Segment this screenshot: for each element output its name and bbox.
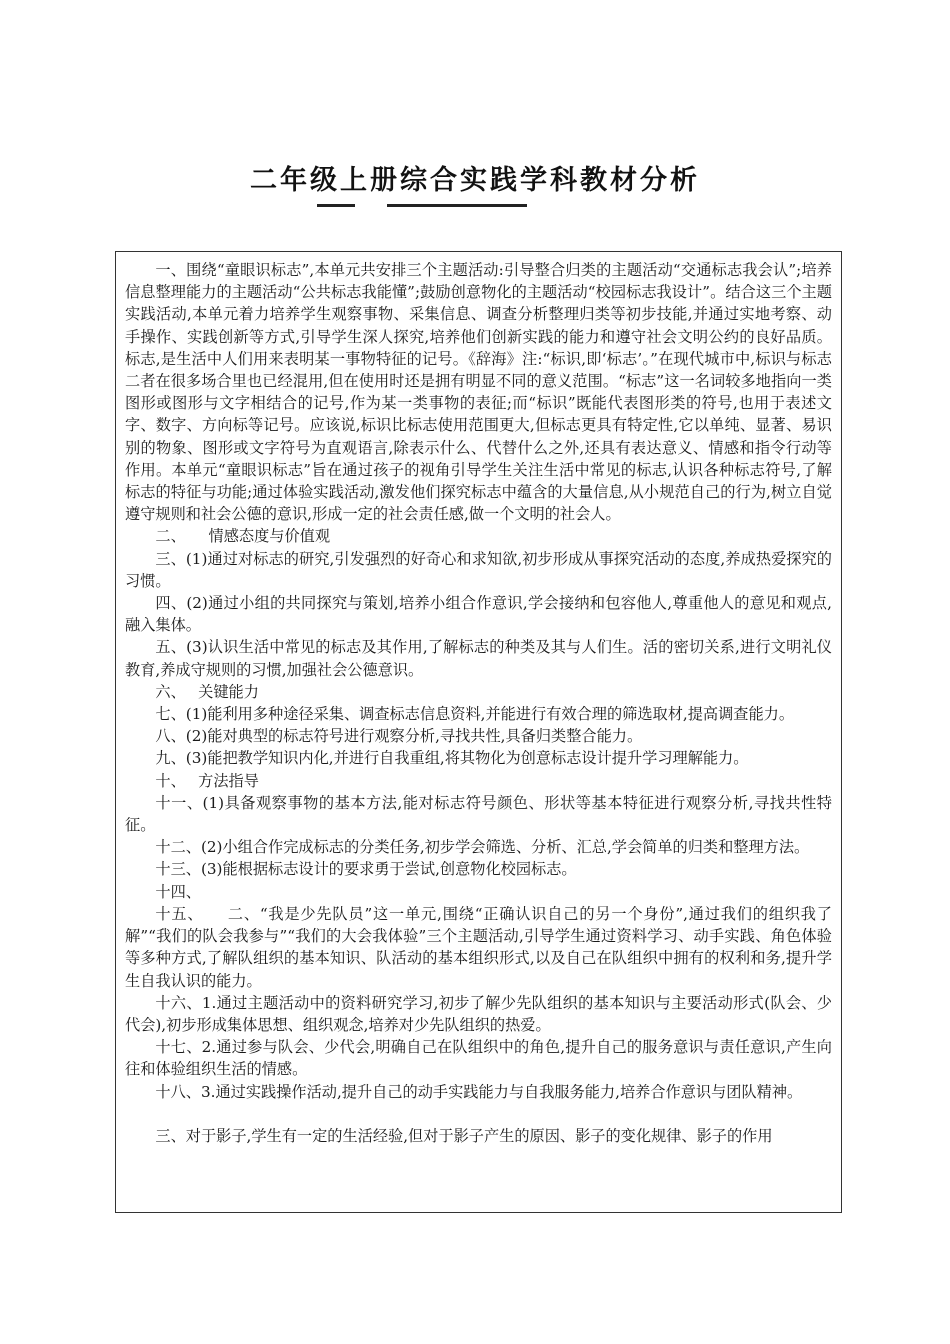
paragraph-3: 三、(1)通过对标志的研究,引发强烈的好奇心和求知欲,初步形成从事探究活动的态度,养成热爱探究的习惯。 — [125, 549, 832, 590]
section-heading-attitude: 二、 情感态度与价值观 — [155, 527, 331, 546]
paragraph-17: 十七、2.通过参与队会、少代会,明确自己在队组织中的角色,提升自己的服务意识与责任意识,产生向往和体验组织生活的情感。 — [125, 1038, 832, 1079]
paragraph-18: 十八、3.通过实践操作活动,提升自己的动手实践能力与自我服务能力,培养合作意识与团队精神。 — [155, 1082, 803, 1101]
document-title: 二年级上册综合实践学科教材分析 — [250, 165, 700, 196]
paragraph-8: 八、(2)能对典型的标志符号进行观察分析,寻找共性,具备归类整合能力。 — [155, 727, 643, 746]
content-box — [115, 251, 842, 1213]
section-heading-ability: 六、 关键能力 — [155, 682, 259, 701]
title-underline-long — [387, 204, 527, 207]
blank-line — [125, 1103, 832, 1125]
paragraph-12: 十二、(2)小组合作完成标志的分类任务,初步学会筛选、分析、汇总,学会简单的归类和整理方法。 — [155, 838, 810, 857]
paragraph-5: 五、(3)认识生活中常见的标志及其作用,了解标志的种类及其与人们生。活的密切关系,进行文明礼仪教育,养成守规则的习惯,加强社会公德意识。 — [125, 638, 832, 679]
paragraph-9: 九、(3)能把教学知识内化,并进行自我重组,将其物化为创意标志设计提升学习理解能力。 — [155, 749, 749, 768]
paragraph-16: 十六、1.通过主题活动中的资料研究学习,初步了解少先队组织的基本知识与主要活动形式(队会、少代会),初步形成集体思想、组织观念,培养对少先队组织的热爱。 — [125, 993, 832, 1034]
paragraph-19: 三、对于影子,学生有一定的生活经验,但对于影子产生的原因、影子的变化规律、影子的作用 — [155, 1126, 773, 1145]
paragraph-14: 十四、 — [155, 882, 201, 901]
paragraph-4: 四、(2)通过小组的共同探究与策划,培养小组合作意识,学会接纳和包容他人,尊重他人的意见和观点,融入集体。 — [125, 594, 832, 635]
title-underline-short — [317, 204, 355, 207]
paragraph-11: 十一、(1)具备观察事物的基本方法,能对标志符号颜色、形状等基本特征进行观察分析,寻找共性特征。 — [125, 793, 832, 835]
paragraph-1: 一、围绕“童眼识标志”,本单元共安排三个主题活动:引导整合归类的主题活动“交通标志我会认”;培养信息整理能力的主题活动“公共标志我能懂”;鼓励创意物化的主题活动“校园标志我设计”。结合这三个主题实践活动,本单元着力培养学生观察事物、采集信息、调查分析整理归类等初步技能,并通过实地考察、动手操作、实践创新等方式,引导学生深人探究,培养他们创新实践的能力和遵守社会文明公约的良好品质。标志,是生活中人们用来表明某一事物特征的记号。《辞海》注:“标识,即‘标志’。”在现代城市中,标识与标志二者在很多场合里也已经混用,但在使用时还是拥有明显不同的意义范围。“标志”这一名词较多地指向一类图形或图形与文字相结合的记号,作为某一类事物的表征;而“标识”既能代表图形类的符号,也用于表述文字、数字、方向标等记号。应该说,标识比标志使用范围更大,但标志更具有特定性,它以单纯、显著、易识别的物象、图形或文字符号为直观语言,除表示什么、代替什么之外,还具有表达意义、情感和指令行动等作用。本单元“童眼识标志”旨在通过孩子的视角引导学生关注生活中常见的标志,认识各种标志符号,了解标志的特征与功能;通过体验实践活动,激发他们探究标志中蕴含的大量信息,从小规范自己的行为,树立自觉遵守规则和社会公德的意识,形成一定的社会责任感,做一个文明的社会人。 — [125, 261, 832, 524]
section-heading-method: 十、 方法指导 — [155, 771, 259, 790]
paragraph-7: 七、(1)能利用多种途径采集、调查标志信息资料,并能进行有效合理的筛选取材,提高调查能力。 — [155, 705, 795, 724]
paragraph-13: 十三、(3)能根据标志设计的要求勇于尝试,创意物化校园标志。 — [155, 860, 577, 879]
paragraph-15: 十五、 二、“我是少先队员”这一单元,围绕“正确认识自己的另一个身份”,通过我们的组织我了解”“我们的队会我参与”“我们的大会我体验”三个主题活动,引导学生通过资料学习、动手实践、角色体验等多种方式,了解队组织的基本知识、队活动的基本组织形式,以及自己在队组织中拥有的权利和务,提升学生自我认识的能力。 — [125, 904, 832, 990]
